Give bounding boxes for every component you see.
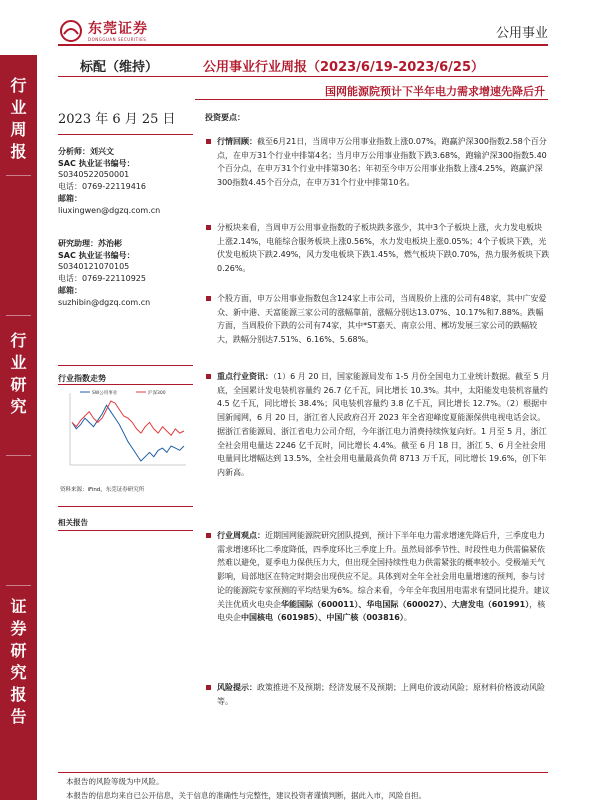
analyst-1-email-label: 邮箱：: [58, 193, 82, 203]
sidebar-block-report: 证 券 研 究 报 告: [10, 597, 27, 726]
bullet-marker: [206, 685, 211, 690]
brand-logo-icon: [58, 20, 84, 42]
sidebar-divider: [6, 315, 31, 316]
analyst-1-email[interactable]: liuxingwen@dgzq.com.cn: [58, 205, 161, 215]
footer-disclaimer: 本报告的信息均来自已公开信息，关于信息的准确性与完整性，建议投资者谨慎判断，据此入市，风险自担。: [66, 791, 426, 800]
related-reports-heading: 相关报告: [58, 518, 88, 527]
report-headline: 国网能源院预计下半年电力需求增速先降后升: [325, 85, 545, 98]
chart-source: 资料来源：iFind，东莞证券研究所: [60, 487, 145, 493]
analyst-1-info: [58, 146, 198, 216]
analyst-2-cert: S0340121070105: [58, 262, 130, 272]
recommended-stocks-thermal: 华能国际（600011）、华电国际（600027）、大唐发电（601991）: [281, 599, 530, 609]
title-divider: [58, 76, 548, 77]
analyst-2-name: 研究助理：苏治彬: [58, 239, 122, 248]
key-points-heading: 投资要点：: [205, 113, 245, 122]
legend-label-1: SW公用事业: [92, 391, 118, 396]
recommended-stocks-nuclear: 中国核电（601985）、中国广核（003816）: [241, 613, 404, 623]
bullet-weekly-view: 行业周观点：近期国网能源院研究团队提到，预计下半年电力需求增速先降后升，三季度电力需求增速环比二季度降低，四季度环比三季度上升。虽然局部季节性、时段性电力供需偏紧依然难以避免，夏季电力保供压力大，但出现全国持续性电力供需紧张的概率较小。受极端天气影响，局部地区在特定时期会出现供应不足。具体到对全年全社会用电量增速的预判，参与讨论的能源院专家预测的平均结果为6%。综合来看，今年全年我国用电需求有望同比提升。建议关注优质火电央企华能国际（600011）、华电国际（600027）、大唐发电（601991），核电央企中国核电（601985）、中国广核（003816）。: [206, 529, 550, 625]
index-chart-svg: [58, 385, 190, 481]
bullet-stock-review: 个股方面，申万公用事业指数包含124家上市公司，当周股价上涨的公司有48家，其中广安爱众、新中港、天富能源三家公司的涨幅靠前，涨幅分别达13.07%、10.17%和7.88%。跌幅方面，当周股价下跌的公司有74家，其中*ST嘉天、南京公用、郴坊发展三家公司的跌幅较大，跌幅分别达7.51%、6.16%、5.68%。: [206, 292, 550, 347]
analyst-1-tel: 电话：0769-22119416: [58, 182, 146, 192]
sidebar-divider: [6, 585, 31, 586]
sidebar-divider: [6, 455, 31, 456]
source-divider: [58, 506, 193, 507]
bullet-risk-warning: 风险提示：政策推进不及预期；经济发展不及预期；上网电价波动风险；原材料价格波动风险等。: [206, 681, 550, 708]
brand-logo: [58, 20, 148, 42]
analyst-2-email[interactable]: suzhibin@dgzq.com.cn: [58, 297, 151, 307]
analyst-2-email-label: 邮箱：: [58, 285, 82, 295]
analyst-1-name: 分析师：刘兴文: [58, 147, 114, 156]
chart-top-divider: [58, 365, 193, 366]
industry-label: 公用事业: [495, 26, 548, 41]
analyst-2-cert-label: SAC 执业证书编号：: [58, 250, 135, 260]
bullet-marker: [206, 296, 211, 301]
analyst-2-info: [58, 238, 198, 308]
legend-label-2: 沪深300: [148, 391, 166, 396]
related-divider: [58, 530, 193, 531]
report-title: 公用事业行业周报（2023/6/19-2023/6/25）: [203, 60, 485, 75]
bullet-marker: [206, 374, 211, 379]
bullet-marker: [206, 139, 211, 144]
headline-divider: [195, 99, 548, 100]
bullet-sector-review: 分板块来看，当周申万公用事业指数的子板块跌多涨少，其中3个子板块上涨，火力发电板块上涨2.14%，电能综合服务板块上涨0.56%，水力发电板块上涨0.05%；4个子板块下跌，光伏发电板块下跌2.49%，风力发电板块下跌1.45%，燃气板块下跌0.70%，热力服务板块下跌0.26%。: [206, 221, 550, 276]
date-divider: [58, 134, 193, 135]
report-date: 2023 年 6 月 25 日: [58, 112, 176, 127]
series-line-2: [72, 401, 184, 435]
analyst-2-tel: 电话：0769-22110925: [58, 274, 146, 284]
sidebar-block-research: 行 业 研 究: [10, 331, 27, 416]
brand-name-cn: 东莞证券: [88, 20, 148, 37]
analyst-1-cert-label: SAC 执业证书编号：: [58, 158, 135, 168]
brand-name-en: DONGGUAN SECURITIES: [88, 36, 147, 42]
header-divider: [58, 44, 548, 46]
analyst-1-cert: S0340522050001: [58, 170, 130, 180]
footer-divider: [58, 772, 548, 773]
bullet-market-review: 行情回顾：截至6月21日，当周申万公用事业指数上涨0.07%，跑赢沪深300指数2.58个百分点，在申万31个行业中排第4名；当月申万公用事业指数下跌3.68%，跑输沪深300指数5.40个百分点，在申万31个行业中排第30名；年初至今申万公用事业指数上涨4.25%，跑赢沪深300指数4.45个百分点，在申万31个行业中排第10名。: [206, 135, 550, 190]
sidebar-block-weekly: 行 业 周 报: [10, 76, 27, 161]
sidebar-divider: [6, 175, 31, 176]
rating: 标配（维持）: [80, 60, 159, 75]
series-line-1: [72, 405, 184, 461]
index-chart: [58, 385, 190, 485]
bullet-marker: [206, 533, 211, 538]
footer-risk-level: 本报告的风险等级为中风险。: [66, 777, 164, 786]
bullet-industry-news: 重点行业资讯：（1）6 月 20 日，国家能源局发布 1-5 月份全国电力工业统计数据。截至 5 月底，全国累计发电装机容量约 26.7 亿千瓦，同比增长 10.3%。其中，太阳能发电装机容量约 4.5 亿千瓦，同比增长 38.4%；风电装机容量约 3.8 亿千瓦，同比增长 12.7%。（2）根据中国新闻网，6 月 20 日，浙江省人民政府召开 2023 年全省迎峰度夏能源保供电视电话会议。据浙江省能源局、浙江省电力公司介绍，今年浙江电力消费持续恢复向好。1 月至 5 月，浙江全社会用电量达 2246 亿千瓦时，同比增长 4.4%。截至 6 月 18 日，浙江 5、6 月全社会用电量同比增幅达到 13.5%，全社会用电量最高负荷 8713 万千瓦，同比增长 19.6%，创下年内新高。: [206, 370, 550, 480]
bullet-marker: [206, 225, 211, 230]
chart-title: 行业指数走势: [58, 374, 106, 383]
